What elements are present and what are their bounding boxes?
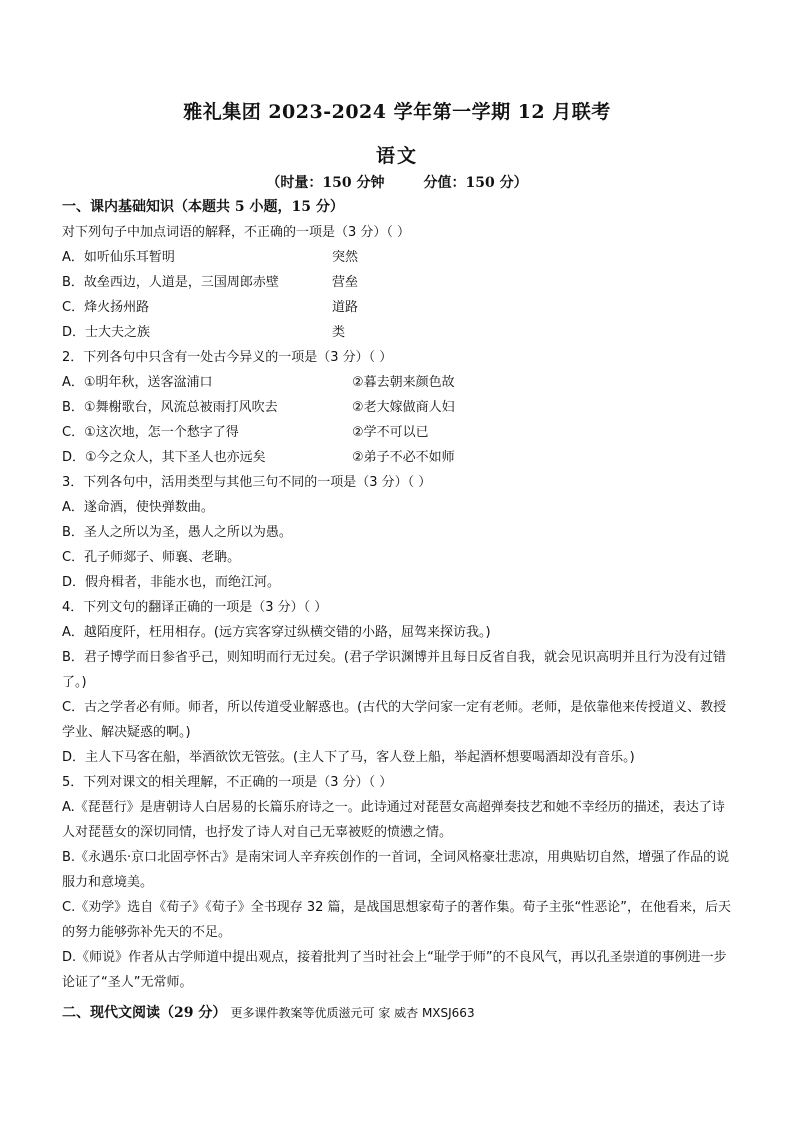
q3-option-d: D．假舟楫者，非能水也，而绝江河。 — [62, 575, 281, 590]
exam-title: 雅礼集团 2023-2024 学年第一学期 12 月联考 — [183, 101, 611, 123]
q1-option-gloss: 突然 — [332, 250, 359, 265]
q1-option-gloss: 营垒 — [332, 275, 359, 290]
q1-option-text: D．士大夫之族 — [62, 325, 151, 340]
q2-option-part1: B．①舞榭歌台，风流总被雨打风吹去 — [62, 400, 278, 415]
exam-body — [62, 195, 732, 1026]
q1-option-b — [62, 270, 732, 295]
q5-option-b: B.《永遇乐·京口北固亭怀古》是南宋词人辛弃疾创作的一首词，全词风格豪壮悲凉，用典贴切自然，增强了作品的说服力和意境美。 — [62, 850, 730, 890]
q2-option-a — [62, 370, 732, 395]
q5-option-d: D.《师说》作者从古学师道中提出观点，接着批判了当时社会上“耻学于师”的不良风气，再以孔圣崇道的事例进一步论证了“圣人”无常师。 — [62, 950, 727, 990]
q2-option-part2: ②弟子不必不如师 — [352, 450, 455, 465]
section2-note: 更多课件教案等优质滋元可 家 威杏 MXSJ663 — [230, 1006, 475, 1020]
q4-option-d: D．主人下马客在船，举酒欲饮无管弦。(主人下了马，客人登上船，举起酒杯想要喝酒却没有音乐。) — [62, 750, 635, 765]
q1-option-text: B．故垒西边，人道是，三国周郎赤壁 — [62, 275, 279, 290]
q1-stem: 对下列句子中加点词语的解释，不正确的一项是（3 分）（ ） — [62, 225, 411, 240]
q2-option-c — [62, 420, 732, 445]
q2-option-b — [62, 395, 732, 420]
q4-option-c: C．古之学者必有师。师者，所以传道受业解惑也。(古代的大学问家一定有老师。老师，是依靠他来传授道义、教授学业、解决疑惑的啊。) — [62, 700, 727, 740]
q3-option-a: A．遂命酒，使快弹数曲。 — [62, 500, 214, 515]
q2-option-d — [62, 445, 732, 470]
q4-option-b: B．君子博学而日参省乎己，则知明而行无过矣。(君子学识渊博并且每日反省自我，就会见识高明并且行为没有过错了。) — [62, 650, 726, 690]
q1-option-c — [62, 295, 732, 320]
q2-stem: 2．下列各句中只含有一处古今异义的一项是（3 分）（ ） — [62, 350, 393, 365]
q3-option-c: C．孔子师郯子、师襄、老聃。 — [62, 550, 241, 565]
section2-heading-row — [62, 1001, 732, 1026]
q1-option-gloss: 道路 — [332, 300, 359, 315]
q5-option-c: C.《劝学》选自《荀子》《荀子》全书现存 32 篇，是战国思想家荀子的著作集。荀子主张“性恶论”，在他看来，后天的努力能够弥补先天的不足。 — [62, 900, 731, 940]
subject-title: 语文 — [375, 145, 418, 167]
q1-option-gloss: 类 — [332, 325, 346, 340]
q5-option-a: A.《琵琶行》是唐朝诗人白居易的长篇乐府诗之一。此诗通过对琵琶女高超弹奏技艺和她不幸经历的描述，表达了诗人对琵琶女的深切同情，也抒发了诗人对自己无辜被贬的愤懑之情。 — [62, 800, 725, 840]
q2-option-part1: A．①明年秋，送客湓浦口 — [62, 375, 213, 390]
q2-option-part1: D．①今之众人，其下圣人也亦远矣 — [62, 450, 266, 465]
q4-stem: 4．下列文句的翻译正确的一项是（3 分）（ ） — [62, 600, 328, 615]
q1-option-text: C．烽火扬州路 — [62, 300, 150, 315]
q5-stem: 5．下列对课文的相关理解，不正确的一项是（3 分）（ ） — [62, 775, 393, 790]
q1-option-text: A．如听仙乐耳暂明 — [62, 250, 175, 265]
q1-option-a — [62, 245, 732, 270]
q3-option-b: B．圣人之所以为圣，愚人之所以为愚。 — [62, 525, 292, 540]
section1-heading: 一、课内基础知识（本题共 5 小题，15 分） — [62, 199, 344, 215]
q3-stem: 3．下列各句中，活用类型与其他三句不同的一项是（3 分）（ ） — [62, 475, 432, 490]
q1-option-d — [62, 320, 732, 345]
q2-option-part2: ②学不可以已 — [352, 425, 429, 440]
section2-heading: 二、现代文阅读（29 分） — [62, 1005, 227, 1021]
q2-option-part2: ②老大嫁做商人妇 — [352, 400, 455, 415]
exam-meta: （时量：150 分钟 分值：150 分） — [266, 175, 528, 191]
q4-option-a: A．越陌度阡，枉用相存。(远方宾客穿过纵横交错的小路，屈驾来探访我。) — [62, 625, 491, 640]
q2-option-part2: ②暮去朝来颜色故 — [352, 375, 455, 390]
q2-option-part1: C．①这次地，怎一个愁字了得 — [62, 425, 239, 440]
